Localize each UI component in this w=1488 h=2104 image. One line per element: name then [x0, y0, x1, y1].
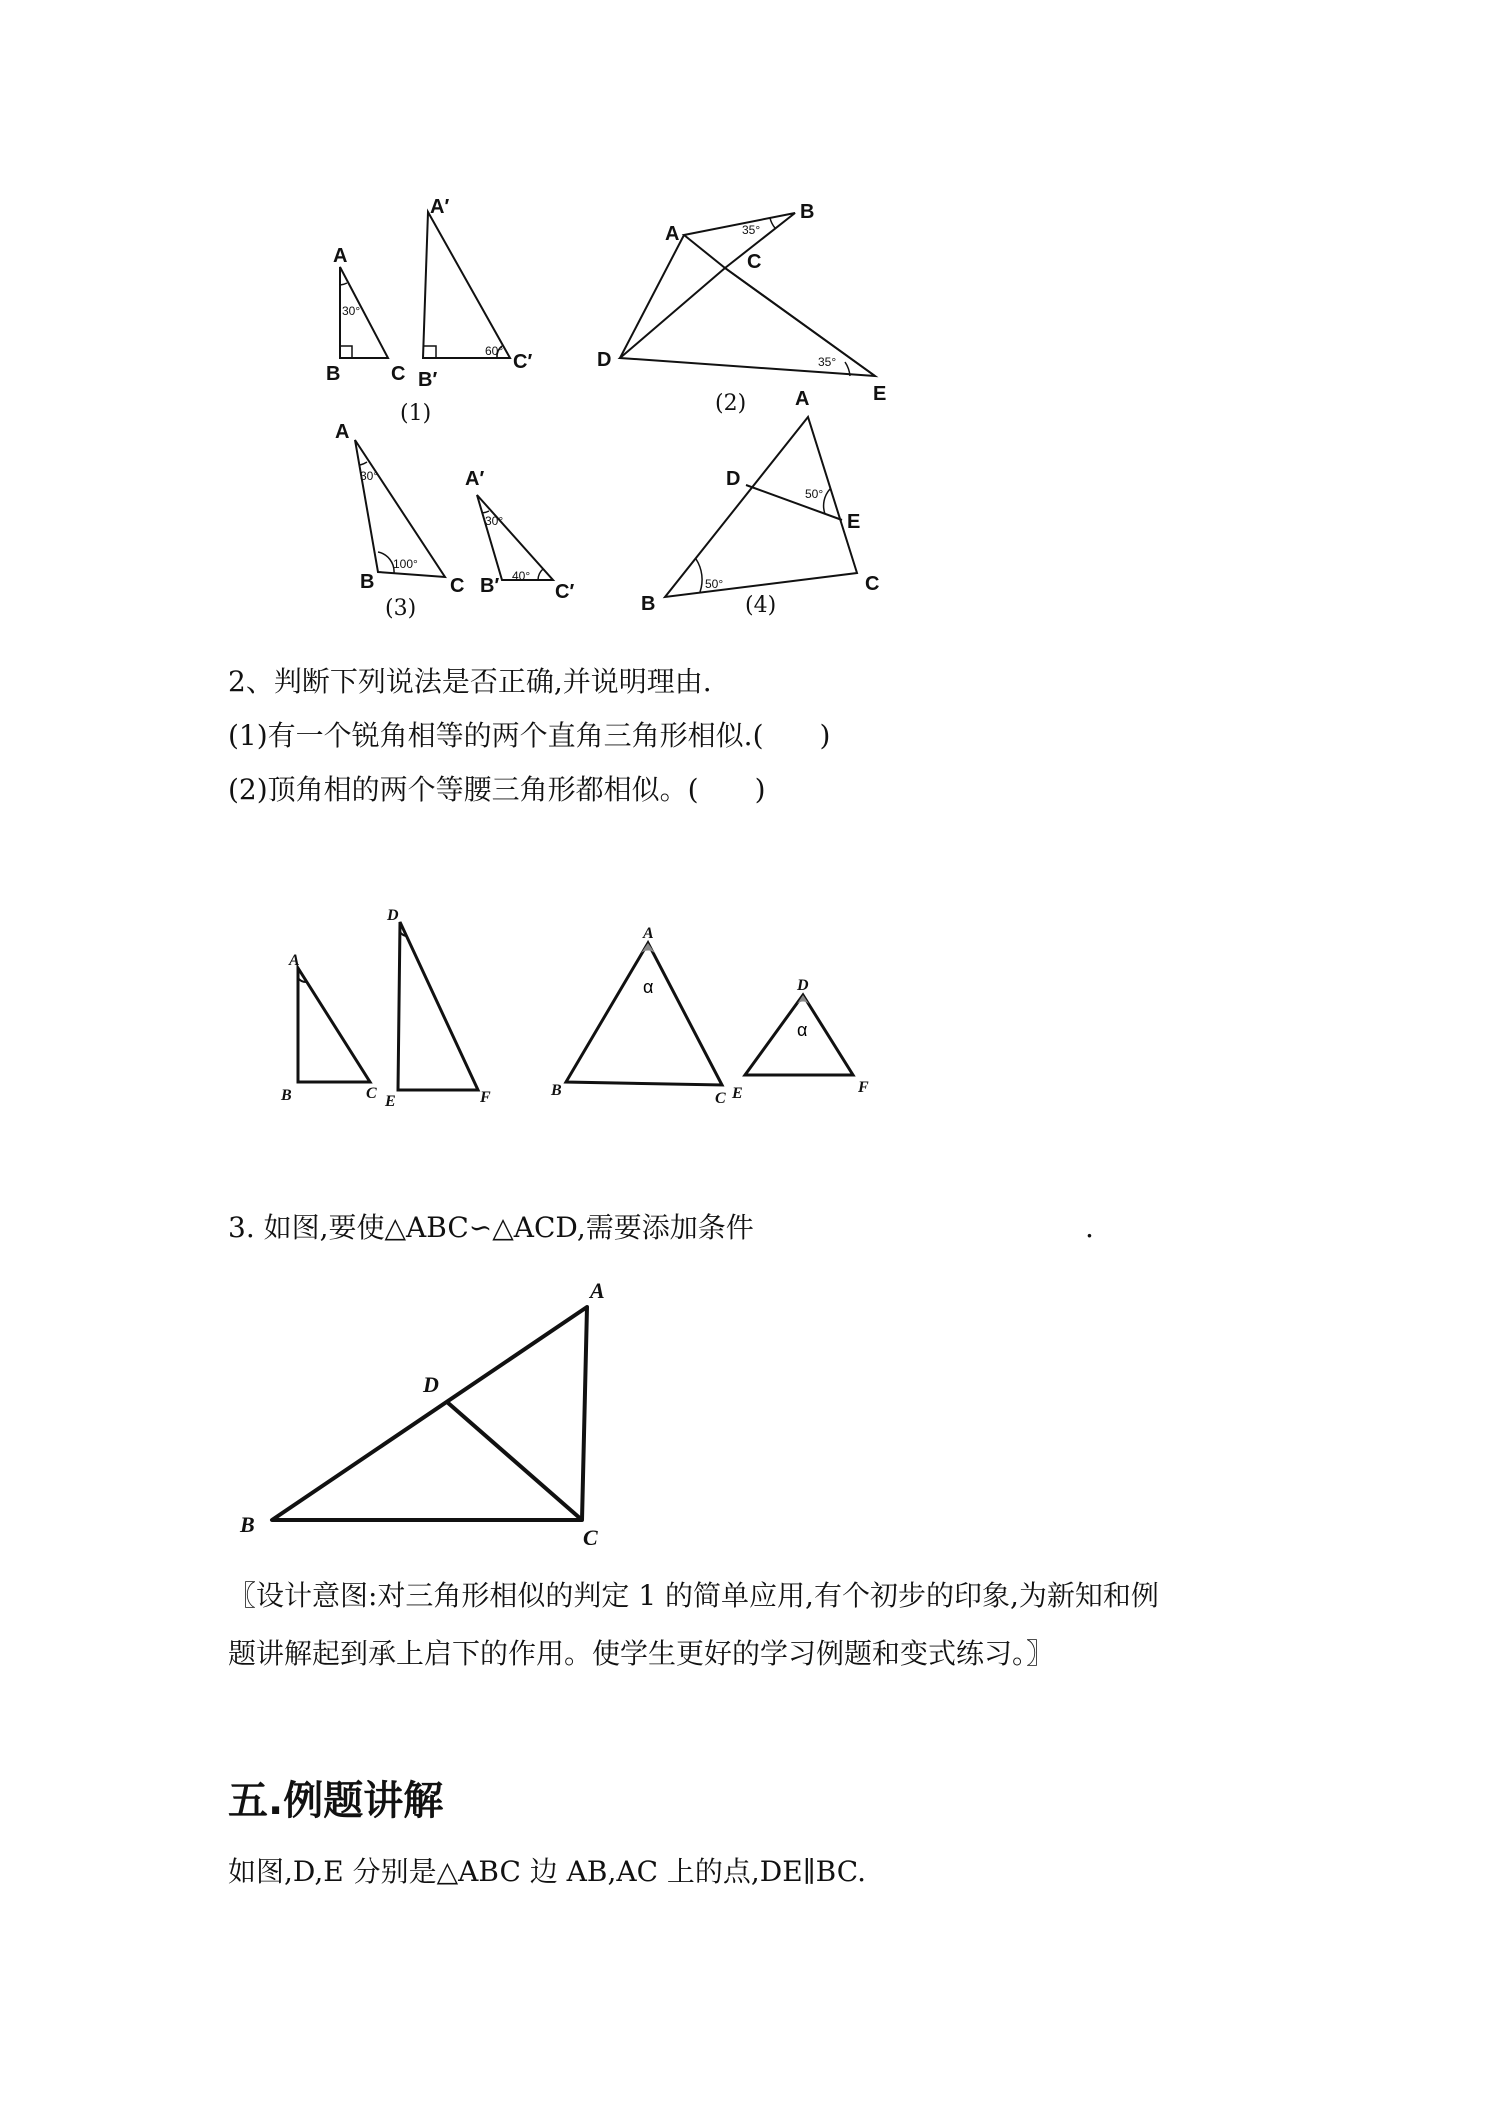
fig3-triangle-a2b2c2 — [477, 495, 553, 580]
fig2-label-c: C — [747, 251, 762, 273]
segment-cd — [447, 1402, 582, 1520]
fig2-label-e: E — [873, 383, 887, 405]
fig1-label-a: A — [333, 245, 348, 267]
left-label-b: B — [281, 1087, 292, 1104]
fig3-label-b2: B′ — [480, 575, 500, 597]
fig3-angle-a: 30° — [360, 469, 379, 483]
figure-3 — [230, 1270, 630, 1550]
fig4-angle-e: 50° — [805, 487, 824, 501]
right-label-b: B — [551, 1082, 562, 1099]
right-triangle-def — [398, 922, 478, 1090]
fig1-label-c: C — [391, 363, 406, 385]
fig3-label-c: C — [583, 1525, 598, 1550]
fig3-label-a: A — [590, 1278, 605, 1303]
fig3-label-a: A — [335, 421, 350, 443]
fig3-angle-b2: 40° — [512, 569, 531, 583]
question2-item2: (2)顶角相的两个等腰三角形都相似。( ) — [228, 773, 766, 806]
fig3-label-b: B — [360, 571, 375, 593]
right-label-f: F — [858, 1079, 869, 1096]
left-label-d: D — [387, 907, 399, 924]
section-heading: 五.例题讲解 — [228, 1778, 444, 1824]
fig3-label-b: B — [240, 1512, 255, 1537]
design-intent-line1: 〖设计意图:对三角形相似的判定 1 的简单应用,有个初步的印象,为新知和例 — [228, 1579, 1159, 1612]
fig4-triangle-abc — [665, 417, 857, 597]
fig3-label-c2: C′ — [555, 581, 575, 603]
triangle-abc — [272, 1307, 587, 1520]
fig4-label-d: D — [726, 468, 741, 490]
design-intent-line2: 题讲解起到承上启下的作用。使学生更好的学习例题和变式练习。〗 — [228, 1637, 1055, 1670]
right-triangle-abc — [298, 968, 370, 1082]
fig1-caption: (1) — [400, 401, 432, 426]
fig1-label-a2: A′ — [430, 196, 450, 218]
question3-text: 3. 如图,要使△ABC∽△ACD,需要添加条件 — [228, 1211, 754, 1244]
fig3-caption: (3) — [385, 596, 417, 621]
fig1-label-c2: C′ — [513, 351, 533, 373]
right-label-e: E — [732, 1085, 743, 1102]
fig1-triangle-a2b2c2 — [423, 212, 510, 358]
right-label-c: C — [715, 1090, 726, 1107]
fig1-label-b2: B′ — [418, 369, 438, 391]
right-alpha2: α — [797, 1020, 808, 1040]
figure-group-2 — [270, 900, 890, 1120]
fig1-angle-a: 30° — [342, 304, 361, 318]
fig3-angle-b: 100° — [393, 557, 418, 571]
question3-end: . — [1085, 1211, 1094, 1244]
left-label-f: F — [480, 1089, 491, 1106]
fig2-angle-e: 35° — [818, 355, 837, 369]
right-label-a: A — [643, 925, 654, 942]
right-label-d: D — [797, 977, 809, 994]
fig4-label-b: B — [641, 593, 656, 615]
fig4-caption: (4) — [745, 593, 777, 618]
fig3-angle-a2: 30° — [485, 514, 504, 528]
fig2-label-b: B — [800, 201, 815, 223]
fig4-label-e: E — [847, 511, 861, 533]
left-label-c: C — [366, 1085, 377, 1102]
section-text: 如图,D,E 分别是△ABC 边 AB,AC 上的点,DE∥BC. — [228, 1855, 867, 1888]
fig4-label-a: A — [795, 388, 810, 410]
fig3-label-c: C — [450, 575, 465, 597]
question2-item1: (1)有一个锐角相等的两个直角三角形相似.( ) — [228, 719, 831, 752]
fig2-label-a: A — [665, 223, 680, 245]
fig1-angle-c2: 60° — [485, 344, 504, 358]
fig4-segment-de — [746, 485, 842, 520]
fig2-caption: (2) — [715, 391, 747, 416]
left-label-a: A — [289, 952, 300, 969]
fig4-label-c: C — [865, 573, 880, 595]
fig2-triangle-abc — [684, 213, 795, 268]
fig2-label-d: D — [597, 349, 612, 371]
left-label-e: E — [385, 1093, 396, 1110]
fig2-angle-b: 35° — [742, 223, 761, 237]
fig3-label-d: D — [423, 1372, 439, 1397]
figure-group-1 — [300, 190, 920, 630]
right-alpha1: α — [643, 977, 654, 997]
isosceles-triangle-abc — [566, 943, 722, 1085]
fig3-label-a2: A′ — [465, 468, 485, 490]
question2-title: 2、判断下列说法是否正确,并说明理由. — [228, 665, 712, 698]
fig1-label-b: B — [326, 363, 341, 385]
fig4-angle-b: 50° — [705, 577, 724, 591]
